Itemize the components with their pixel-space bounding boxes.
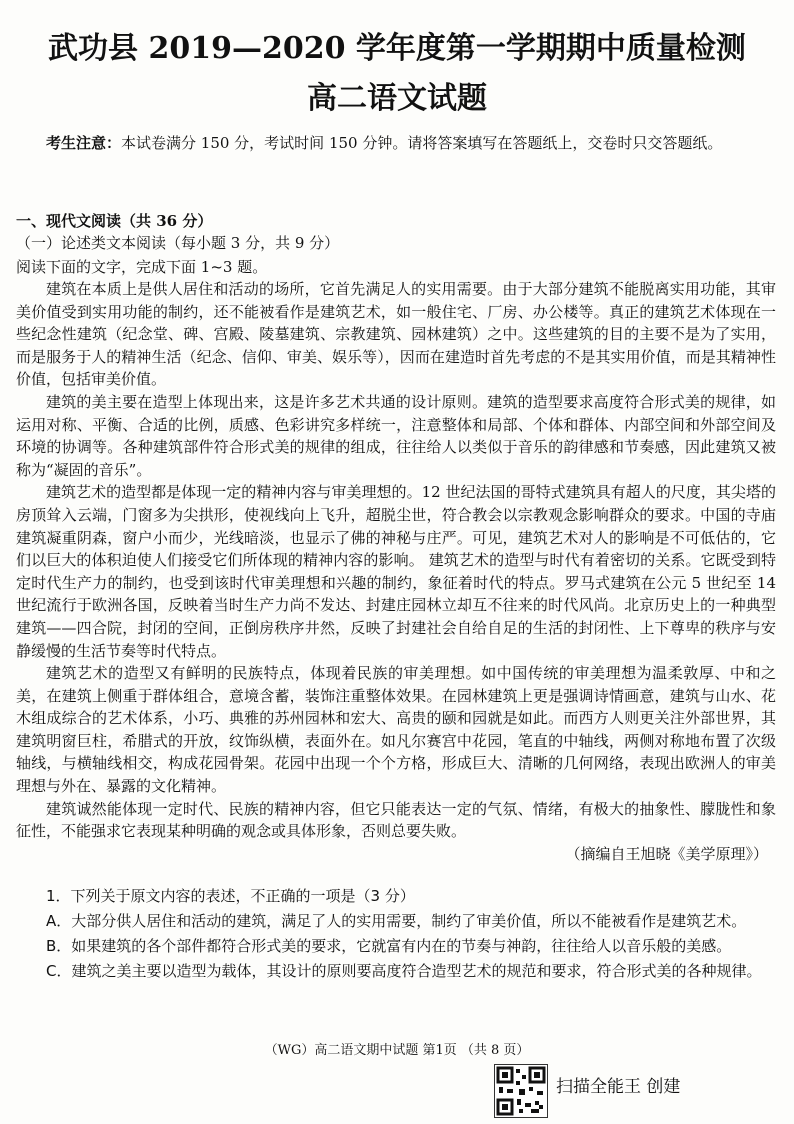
passage-paragraph-4: 建筑艺术的造型又有鲜明的民族特点，体现着民族的审美理想。如中国传统的审美理想为温柔敦厚、中和之美，在建筑上侧重于群体组合，意境含蓄，装饰注重整体效果。在园林建筑上更是强调诗情画意，建筑与山水、花木组成综合的艺术体系，小巧、典雅的苏州园林和宏大、高贵的颐和园就是如此。而西方人则更关注外部世界，其建筑明窗巨柱，希腊式的开放，纹饰纵横，表面外在。如凡尔赛宫中花园，笔直的中轴线，两侧对称地布置了次级轴线，与横轴线相交，构成花园骨架。花园中出现一个个方格，形成巨大、清晰的几何网络，表现出欧洲人的审美理想与外在、暴露的文化精神。 [16,664,776,796]
qr-code-icon [494,1064,548,1118]
exam-title: 武功县 2019—2020 学年度第一学期期中质量检测 [48,31,746,66]
passage-paragraph-1: 建筑在本质上是供人居住和活动的场所，它首先满足人的实用需要。由于大部分建筑不能脱离实用功能，其审美价值受到实用功能的制约，还不能被看作是建筑艺术，如一般住宅、厂房、办公楼等。真正的建筑艺术体现在一些纪念性建筑（纪念堂、碑、宫殿、陵墓建筑、宗教建筑、园林建筑）之中。这些建筑的目的主要不是为了实用，而是服务于人的精神生活（纪念、信仰、审美、娱乐等），因而在建造时首先考虑的不是其实用价值，而是其精神性价值，包括审美价值。 [16,280,776,389]
reading-instruction: 阅读下面的文字，完成下面 1~3 题。 [16,258,268,276]
page-footer: （WG）高二语文期中试题 第1页 （共 8 页） [264,1043,530,1058]
passage-paragraph-3: 建筑艺术的造型都是体现一定的精神内容与审美理想的。12 世纪法国的哥特式建筑具有超人的尺度，其尖塔的房顶耸入云端，门窗多为尖拱形，使视线向上飞升，超脱尘世，符合教会以宗教观念影响群众的要求。中国的寺庙建筑凝重阴森，窗户小而少，光线暗淡，也显示了佛的神秘与庄严。可见，建筑艺术对人的影响是不可低估的，它们以巨大的体积迫使人们接受它们所体现的精神内容的影响。 建筑艺术的造型与时代有着密切的关系。它既受到特定时代生产力的制约，也受到该时代审美理想和兴趣的制约，象征着时代的特点。罗马式建筑在公元 5 世纪至 14 世纪流行于欧洲各国，反映着当时生产力尚不发达、封建庄园林立却互不往来的时代风尚。北京历史上的一种典型建筑——四合院，封闭的空间，正倒房秩序井然，反映了封建社会自给自足的生活的封闭性、上下尊卑的秩序与安静缓慢的生活节奏等时代特点。 [16,483,776,660]
passage-paragraph-2: 建筑的美主要在造型上体现出来，这是许多艺术共通的设计原则。建筑的造型要求高度符合形式美的规律，如运用对称、平衡、合适的比例，质感、色彩讲究多样统一，注意整体和局部、个体和群体、内部空间和外部空间及环境的协调等。各种建筑部件符合形式美的规律的组成，往往给人以类似于音乐的韵律感和节奏感，因此建筑又被称为“凝固的音乐”。 [16,392,776,479]
passage-paragraph-5: 建筑诚然能体现一定时代、民族的精神内容，但它只能表达一定的气氛、情绪，有极大的抽象性、朦胧性和象征性，不能强求它表现某种明确的观念或具体形象，否则总要失败。 [16,799,776,841]
section-heading-argumentative: （一）论述类文本阅读（每小题 3 分，共 9 分） [16,234,340,252]
reading-passage [16,278,776,865]
question-1-stem: 1．下列关于原文内容的表述，不正确的一项是（3 分） [46,887,415,905]
notice-label: 考生注意： [46,134,122,152]
question-1-option-a: A．大部分供人居住和活动的建筑，满足了人的实用需要，制约了审美价值，所以不能被看作是建筑艺术。 [46,912,747,930]
section-heading-part1: 一、现代文阅读（共 36 分） [16,212,213,230]
notice-text: 本试卷满分 150 分，考试时间 150 分钟。请将答案填写在答题纸上，交卷时只交答题纸。 [121,134,723,152]
question-1-option-b: B．如果建筑的各个部件都符合形式美的要求，它就富有内在的节奏与神韵，往往给人以音乐般的美感。 [46,937,732,955]
exam-subtitle: 高二语文试题 [307,81,487,116]
question-1-option-c: C．建筑之美主要以造型为载体，其设计的原则要高度符合造型艺术的规范和要求，符合形式美的各种规律。 [46,962,762,980]
passage-source: （摘编自王旭晓《美学原理》） [565,844,768,863]
question-block [16,884,776,984]
scanner-watermark-label: 扫描全能王 创建 [556,1077,681,1097]
candidate-notice [16,130,776,156]
